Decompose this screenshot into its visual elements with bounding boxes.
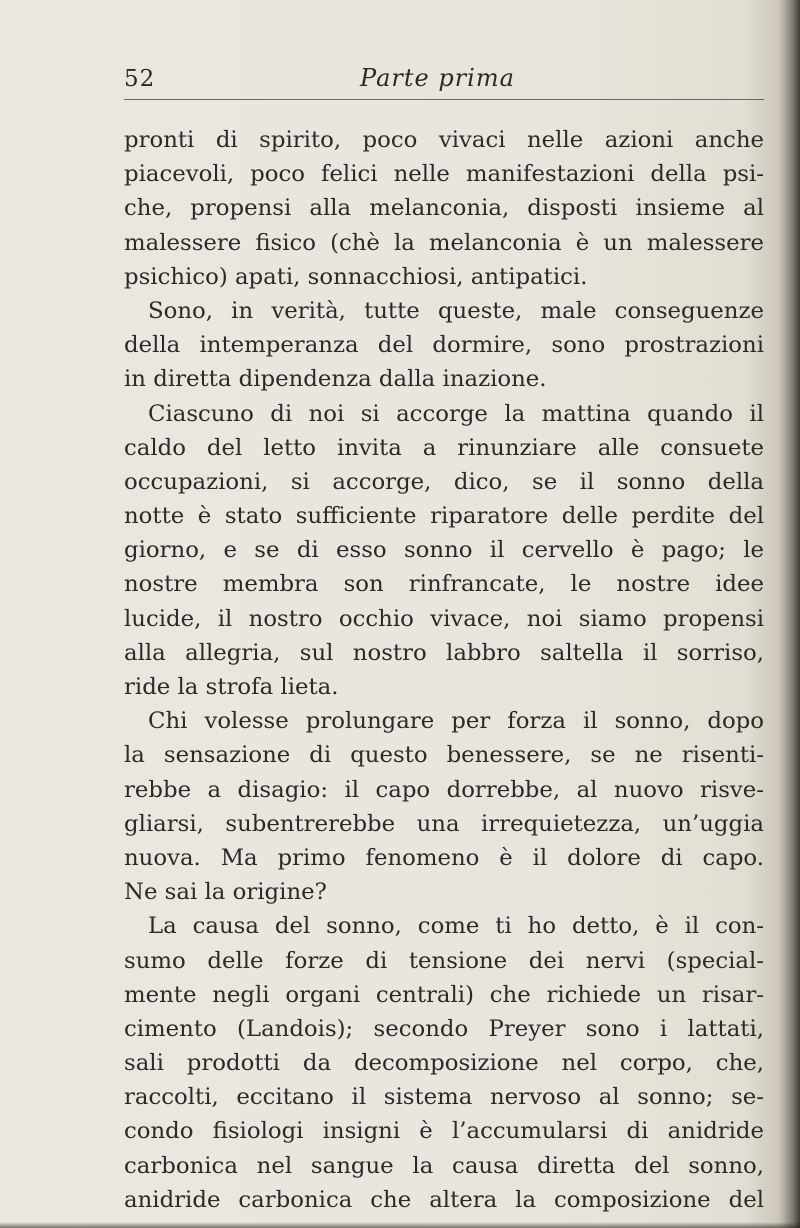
- body-text: [124, 123, 764, 1217]
- text-line: carbonica nel sangue la causa diretta del sonno,: [124, 1152, 764, 1179]
- text-line: raccolti, eccitano il sistema nervoso al sonno; se-: [124, 1084, 764, 1111]
- text-line: notte è stato sufficiente riparatore delle perdite del: [124, 503, 764, 530]
- text-line: nostre membra son rinfrancate, le nostre idee: [124, 571, 764, 598]
- running-title: Parte prima: [360, 64, 515, 92]
- text-line: Chi volesse prolungare per forza il sonno, dopo: [148, 708, 764, 735]
- text-line: alla allegria, sul nostro labbro saltella il sorriso,: [124, 639, 764, 666]
- text-line: la sensazione di questo benessere, se ne risenti-: [124, 742, 764, 769]
- page-edge-shadow: [778, 0, 800, 1228]
- text-line: Sono, in verità, tutte queste, male conseguenze: [148, 297, 764, 324]
- text-line: che, propensi alla melanconia, disposti insieme al: [124, 195, 764, 222]
- text-line: ride la strofa lieta.: [124, 674, 339, 700]
- text-line: psichico) apati, sonnacchiosi, antipatici.: [124, 263, 588, 290]
- text-line: La causa del sonno, come ti ho detto, è il con-: [148, 913, 764, 940]
- page-header: [124, 66, 764, 98]
- page-number: 52: [124, 66, 156, 92]
- text-line: occupazioni, si accorge, dico, se il sonno della: [124, 468, 764, 495]
- text-line: giorno, e se di esso sonno il cervello è pago; le: [124, 537, 764, 564]
- text-line: malessere fisico (chè la melanconia è un malessere: [124, 229, 764, 256]
- text-line: piacevoli, poco felici nelle manifestazioni della psi-: [124, 161, 764, 188]
- text-line: sali prodotti da decomposizione nel corpo, che,: [124, 1050, 764, 1077]
- text-line: rebbe a disagio: il capo dorrebbe, al nuovo risve-: [124, 776, 764, 803]
- text-line: sumo delle forze di tensione dei nervi (special-: [124, 947, 764, 974]
- text-line: lucide, il nostro occhio vivace, noi siamo propensi: [124, 605, 764, 632]
- text-line: gliarsi, subentrerebbe una irrequietezza, un’uggia: [124, 810, 764, 837]
- text-line: della intemperanza del dormire, sono prostrazioni: [124, 332, 764, 359]
- text-line: anidride carbonica che altera la composizione del: [124, 1186, 764, 1213]
- text-line: nuova. Ma primo fenomeno è il dolore di capo.: [124, 844, 764, 871]
- text-line: cimento (Landois); secondo Preyer sono i lattati,: [124, 1015, 764, 1042]
- text-line: Ne sai la origine?: [124, 879, 327, 906]
- text-line: caldo del letto invita a rinunziare alle consuete: [124, 434, 764, 461]
- text-line: pronti di spirito, poco vivaci nelle azioni anche: [124, 127, 764, 153]
- header-rule: [124, 99, 764, 100]
- text-line: condo fisiologi insigni è l’accumularsi di anidride: [124, 1118, 764, 1145]
- text-line: mente negli organi centrali) che richiede un risar-: [124, 981, 764, 1008]
- page-bottom-edge: [0, 1222, 800, 1228]
- text-line: Ciascuno di noi si accorge la mattina quando il: [148, 400, 764, 427]
- text-line: in diretta dipendenza dalla inazione.: [124, 366, 547, 393]
